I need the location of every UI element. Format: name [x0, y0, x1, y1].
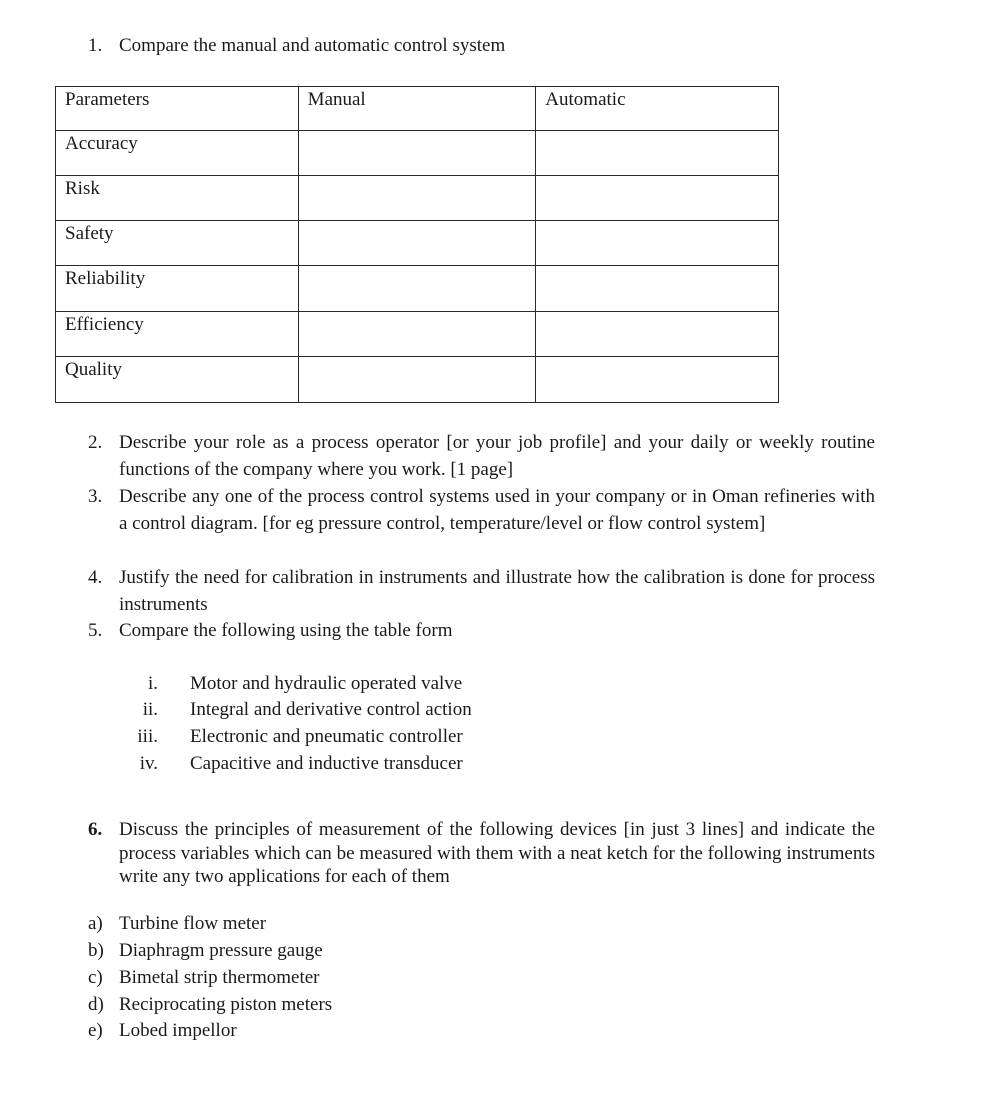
- list-item: [0, 750, 600, 777]
- list-item-marker: ii.: [142, 699, 158, 720]
- table-cell-manual: [298, 312, 536, 357]
- list-item-text: Diaphragm pressure gauge: [119, 940, 323, 961]
- question-5-number: 5.: [88, 620, 103, 641]
- list-item: [0, 723, 600, 750]
- list-item-marker: iii.: [137, 726, 158, 747]
- list-item-text: Integral and derivative control action: [190, 699, 472, 720]
- table-row: [56, 312, 779, 357]
- table-row-label: Risk: [56, 176, 299, 221]
- table-row: [56, 131, 779, 176]
- question-4-number: 4.: [88, 567, 103, 588]
- table-header-cell: Manual: [298, 87, 536, 131]
- question-5: [0, 617, 993, 644]
- list-item: [0, 670, 600, 697]
- question-2-number: 2.: [88, 432, 103, 453]
- question-1-number: 1.: [88, 35, 103, 56]
- question-6-text: Discuss the principles of measurement of the following devices [in just 3 lines] and indicate the process variables which can be measured with them with a neat ketch for the following instruments write any two applications for each of them: [119, 819, 875, 887]
- list-item-marker: a): [88, 913, 103, 934]
- table-row: [56, 176, 779, 221]
- question-4-text: Justify the need for calibration in instruments and illustrate how the calibration is done for process instruments: [119, 567, 875, 615]
- question-3-number: 3.: [88, 486, 103, 507]
- question-5-text: Compare the following using the table form: [119, 620, 453, 641]
- table-row-label: Quality: [56, 357, 299, 403]
- table-header-row: [56, 87, 779, 131]
- table-cell-automatic: [536, 312, 779, 357]
- list-item-marker: iv.: [139, 753, 158, 774]
- table-cell-automatic: [536, 221, 779, 266]
- list-item-text: Motor and hydraulic operated valve: [190, 673, 463, 694]
- table-row-label: Efficiency: [56, 312, 299, 357]
- table-cell-automatic: [536, 131, 779, 176]
- list-item: [88, 991, 488, 1018]
- list-item-text: Bimetal strip thermometer: [119, 967, 320, 988]
- list-item-marker: d): [88, 994, 104, 1015]
- table-row: [56, 221, 779, 266]
- list-item-marker: e): [88, 1020, 103, 1041]
- table-row-label: Accuracy: [56, 131, 299, 176]
- list-item-text: Capacitive and inductive transducer: [190, 753, 463, 774]
- table-row: [56, 266, 779, 312]
- table-cell-manual: [298, 357, 536, 403]
- table-row-label: Safety: [56, 221, 299, 266]
- question-1-text: Compare the manual and automatic control system: [119, 35, 506, 56]
- table-cell-manual: [298, 266, 536, 312]
- question-2-text: Describe your role as a process operator [or your job profile] and your daily or weekly routine functions of the company where you work. [1 page]: [119, 432, 875, 480]
- list-item: [88, 910, 488, 937]
- list-item-text: Lobed impellor: [119, 1020, 237, 1041]
- table-cell-manual: [298, 221, 536, 266]
- list-item-marker: b): [88, 940, 104, 961]
- list-item-text: Electronic and pneumatic controller: [190, 726, 463, 747]
- table-header-cell: Parameters: [56, 87, 299, 131]
- comparison-table: [55, 86, 779, 403]
- list-item: [88, 1017, 488, 1044]
- table-cell-automatic: [536, 266, 779, 312]
- question-1: [0, 32, 993, 59]
- list-item-marker: c): [88, 967, 103, 988]
- list-item: [88, 964, 488, 991]
- list-item-marker: i.: [147, 673, 158, 694]
- list-item: [0, 696, 600, 723]
- list-item: [88, 937, 488, 964]
- question-3-text: Describe any one of the process control systems used in your company or in Oman refineries with a control diagram. [for eg pressure control, temperature/level or flow control system]: [119, 486, 875, 534]
- table-row-label: Reliability: [56, 266, 299, 312]
- table-cell-automatic: [536, 357, 779, 403]
- question-6-number: 6.: [88, 819, 103, 840]
- table-header-cell: Automatic: [536, 87, 779, 131]
- table-row: [56, 357, 779, 403]
- table-cell-manual: [298, 131, 536, 176]
- table-cell-manual: [298, 176, 536, 221]
- list-item-text: Reciprocating piston meters: [119, 994, 333, 1015]
- table-cell-automatic: [536, 176, 779, 221]
- list-item-text: Turbine flow meter: [119, 913, 267, 934]
